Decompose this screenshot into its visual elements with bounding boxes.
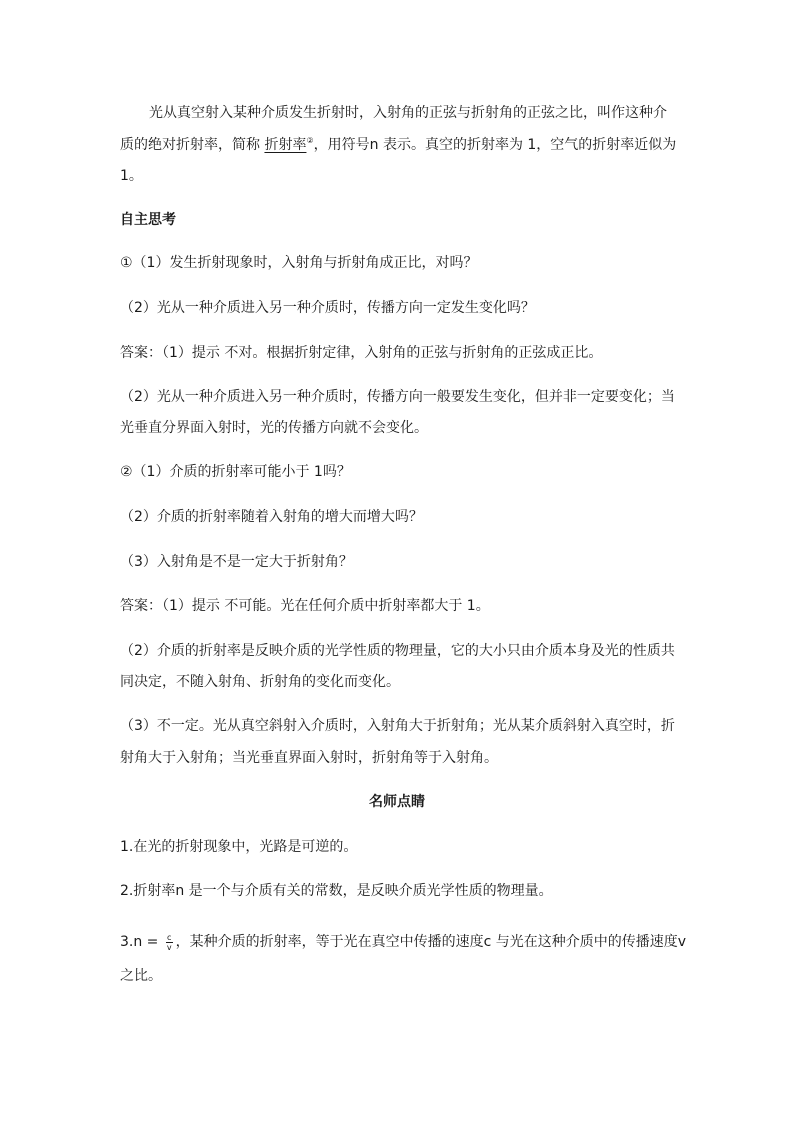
- answer-1-2-line-1: （2）光从一种介质进入另一种介质时，传播方向一般要发生变化，但并非一定要变化；当: [120, 389, 675, 405]
- question-1-1: ①（1）发生折射现象时，入射角与折射角成正比，对吗？: [120, 255, 478, 271]
- question-2-3: （3）入射角是不是一定大于折射角？: [120, 554, 353, 570]
- answer-2-1: 答案：（1）提示 不可能。光在任何介质中折射率都大于 1。: [120, 598, 490, 614]
- formula-prefix: 3.n =: [120, 934, 163, 950]
- teacher-note-3-line-1: [120, 932, 686, 952]
- answer-1-2-line-2: 光垂直分界面入射时，光的传播方向就不会变化。: [120, 420, 428, 436]
- fraction-numerator: c: [167, 932, 172, 942]
- answer-2-3-line-2: 射角大于入射角；当光垂直界面入射时，折射角等于入射角。: [120, 750, 498, 766]
- answer-1-1: 答案：（1）提示 不对。根据折射定律，入射角的正弦与折射角的正弦成正比。: [120, 345, 603, 361]
- answer-2-3-line-1: （3）不一定。光从真空斜射入介质时，入射角大于折射角；光从某介质斜射入真空时，折: [120, 718, 675, 734]
- formula-description: ，某种介质的折射率，等于光在真空中传播的速度c 与光在这种介质中的传播速度v: [175, 934, 687, 950]
- refractive-index-term: 折射率: [264, 137, 307, 153]
- footnote-marker: ②: [306, 136, 314, 145]
- question-2-1: ②（1）介质的折射率可能小于 1吗？: [120, 464, 351, 480]
- question-2-2: （2）介质的折射率随着入射角的增大而增大吗？: [120, 509, 423, 525]
- question-1-2: （2）光从一种介质进入另一种介质时，传播方向一定发生变化吗？: [120, 300, 535, 316]
- intro-line-1: 光从真空射入某种介质发生折射时，入射角的正弦与折射角的正弦之比，叫作这种介: [149, 105, 667, 121]
- self-study-heading: 自主思考: [120, 212, 176, 228]
- fraction-denominator: v: [166, 942, 172, 952]
- intro-line-2-end: ，用符号n 表示。真空的折射率为 1，空气的折射率近似为: [313, 137, 677, 153]
- teacher-notes-heading: 名师点睛: [369, 794, 425, 810]
- teacher-note-3-line-2: 之比。: [120, 968, 162, 984]
- teacher-note-2: 2.折射率n 是一个与介质有关的常数，是反映介质光学性质的物理量。: [120, 883, 553, 899]
- intro-line-3: 1。: [120, 168, 143, 184]
- intro-line-2: [120, 135, 676, 155]
- intro-line-2-start: 质的绝对折射率，简称: [120, 137, 265, 153]
- answer-2-2-line-2: 同决定，不随入射角、折射角的变化而变化。: [120, 674, 400, 690]
- fraction-c-over-v: [166, 933, 173, 952]
- teacher-note-1: 1.在光的折射现象中，光路是可逆的。: [120, 839, 358, 855]
- answer-2-2-line-1: （2）介质的折射率是反映介质的光学性质的物理量，它的大小只由介质本身及光的性质共: [120, 643, 675, 659]
